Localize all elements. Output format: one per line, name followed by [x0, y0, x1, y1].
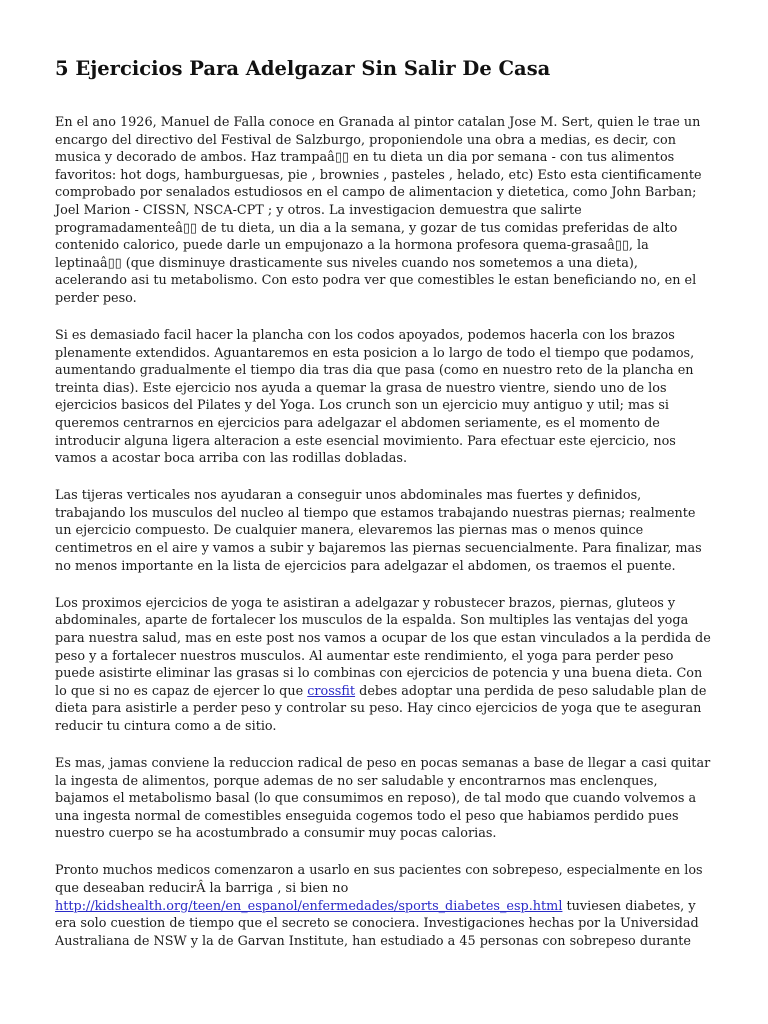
text-segment: lo que si no es capaz de ejercer lo que — [55, 683, 308, 699]
text-line: comprobado por senalados estudiosos en el campo de alimentacion y dietetica, como John Barban; — [55, 185, 697, 201]
text-line: la ingesta de alimentos, porque ademas de no ser saludable y encontrarnos mas enclenques, — [55, 773, 658, 789]
text-line: queremos centrarnos en ejercicios para adelgazar el abdomen seriamente, es el momento de — [55, 416, 660, 431]
text-line: dieta para asistirle a perder peso y controlar su peso. Hay cinco ejercicios de yoga que te aseguran — [55, 701, 702, 717]
text-line: Las tijeras verticales nos ayudaran a conseguir unos abdominales mas fuertes y definidos, — [55, 488, 642, 504]
text-segment: debes adoptar una perdida de peso saludable plan de — [355, 683, 707, 699]
text-line: para nuestra salud, mas en este post nos vamos a ocupar de los que estan vinculados a la perdida de — [55, 630, 711, 646]
text-line: bajamos el metabolismo basal (lo que consumimos en reposo), de tal modo que cuando volvemos a — [55, 791, 697, 807]
text-line: musica y decorado de ambos. Haz trampaâ▯▯ en tu dieta un dia por semana - con tus alimentos — [55, 150, 675, 166]
text-line: plenamente extendidos. Aguantaremos en esta posicion a lo largo de todo el tiempo que podamos, — [55, 345, 695, 361]
text-line: abdominales, aparte de fortalecer los musculos de la espalda. Son multiples las ventajas del yoga — [55, 613, 689, 629]
text-line: acelerando asi tu metabolismo. Con esto podra ver que comestibles le estan beneficiando no, en el — [55, 273, 697, 289]
text-line: Es mas, jamas conviene la reduccion radical de peso en pocas semanas a base de llegar a casi quitar — [55, 756, 711, 771]
text-line — [55, 898, 745, 916]
page-title: 5 Ejercicios Para Adelgazar Sin Salir De Casa — [55, 57, 551, 80]
text-line: programadamenteâ▯▯ de tu dieta, un dia a la semana, y gozar de tus comidas preferidas de alto — [55, 220, 678, 236]
text-line: peso y a fortalecer nuestros musculos. Al aumentar este rendimiento, el yoga para perder peso — [55, 648, 674, 664]
text-line: que deseaban reducirÂ la barriga , si bien no — [55, 881, 349, 897]
text-line: centimetros en el aire y vamos a subir y bajaremos las piernas secuencialmente. Para finalizar, mas — [55, 541, 702, 557]
text-line: encargo del directivo del Festival de Salzburgo, proponiendole una obra a medias, es decir, con — [55, 132, 676, 148]
text-line: Joel Marion - CISSN, NSCA-CPT ; y otros. La investigacion demuestra que salirte — [55, 202, 582, 218]
text-line: puede asistirte eliminar las grasas si lo combinas con ejercicios de potencia y una buena dieta. Con — [55, 666, 703, 682]
text-line — [55, 683, 745, 701]
text-line: favoritos: hot dogs, hamburguesas, pie , brownies , pasteles , helado, etc) Esto esta cientificamente — [55, 167, 702, 183]
text-line: En el ano 1926, Manuel de Falla conoce en Granada al pintor catalan Jose M. Sert, quien le trae un — [55, 115, 701, 130]
text-line: treinta dias). Este ejercicio nos ayuda a quemar la grasa de nuestro vientre, siendo uno de los — [55, 380, 667, 396]
inline-link[interactable]: crossfit — [307, 683, 356, 699]
text-line: vamos a acostar boca arriba con las rodillas dobladas. — [55, 451, 408, 467]
text-line: introducir alguna ligera alteracion a este esencial movimiento. Para efectuar este ejercicio, nos — [55, 433, 676, 449]
text-line: contenido calorico, puede darle un empujonazo a la hormona profesora quema-grasaâ▯▯, la — [55, 238, 649, 254]
text-line: reducir tu cintura como a de sitio. — [55, 718, 277, 734]
text-line: leptinaâ▯▯ (que disminuye drasticamente sus niveles cuando nos sometemos a una dieta), — [55, 255, 638, 271]
text-line: perder peso. — [55, 290, 137, 306]
text-line: no menos importante en la lista de ejercicios para adelgazar el abdomen, os traemos el puente. — [55, 558, 676, 574]
text-line: un ejercicio compuesto. De cualquier manera, elevaremos las piernas mas o menos quince — [55, 523, 644, 539]
paragraph — [55, 755, 745, 843]
text-line: Australiana de NSW y la de Garvan Institute, han estudiado a 45 personas con sobrepeso durante — [55, 933, 691, 949]
article-body — [55, 114, 745, 970]
text-line: Pronto muchos medicos comenzaron a usarlo en sus pacientes con sobrepeso, especialmente en los — [55, 863, 703, 879]
text-line: aumentando gradualmente el tiempo dia tras dia que pasa (como en nuestro reto de la plancha en — [55, 363, 694, 379]
text-line: ejercicios basicos del Pilates y del Yoga. Los crunch son un ejercicio muy antiguo y util; mas si — [55, 398, 670, 414]
text-line: era solo cuestion de tiempo que el secreto se conociera. Investigaciones hechas por la Universidad — [55, 916, 699, 932]
paragraph — [55, 862, 745, 950]
text-line: nuestro cuerpo se ha acostumbrado a consumir muy pocas calorias. — [55, 826, 497, 842]
text-segment: tuviesen diabetes, y — [562, 898, 696, 914]
paragraph — [55, 487, 745, 575]
paragraph — [55, 595, 745, 736]
text-line: Si es demasiado facil hacer la plancha con los codos apoyados, podemos hacerla con los brazos — [55, 328, 675, 344]
text-line: Los proximos ejercicios de yoga te asistiran a adelgazar y robustecer brazos, piernas, gluteos y — [55, 595, 676, 611]
inline-link[interactable]: http://kidshealth.org/teen/en_espanol/enfermedades/sports_diabetes_esp.html — [55, 898, 563, 914]
text-line: una ingesta normal de comestibles enseguida cogemos todo el peso que habiamos perdido pues — [55, 808, 679, 824]
text-line: trabajando los musculos del nucleo al tiempo que estamos trabajando nuestras piernas; realmente — [55, 505, 696, 521]
paragraph — [55, 114, 745, 308]
paragraph — [55, 327, 745, 468]
